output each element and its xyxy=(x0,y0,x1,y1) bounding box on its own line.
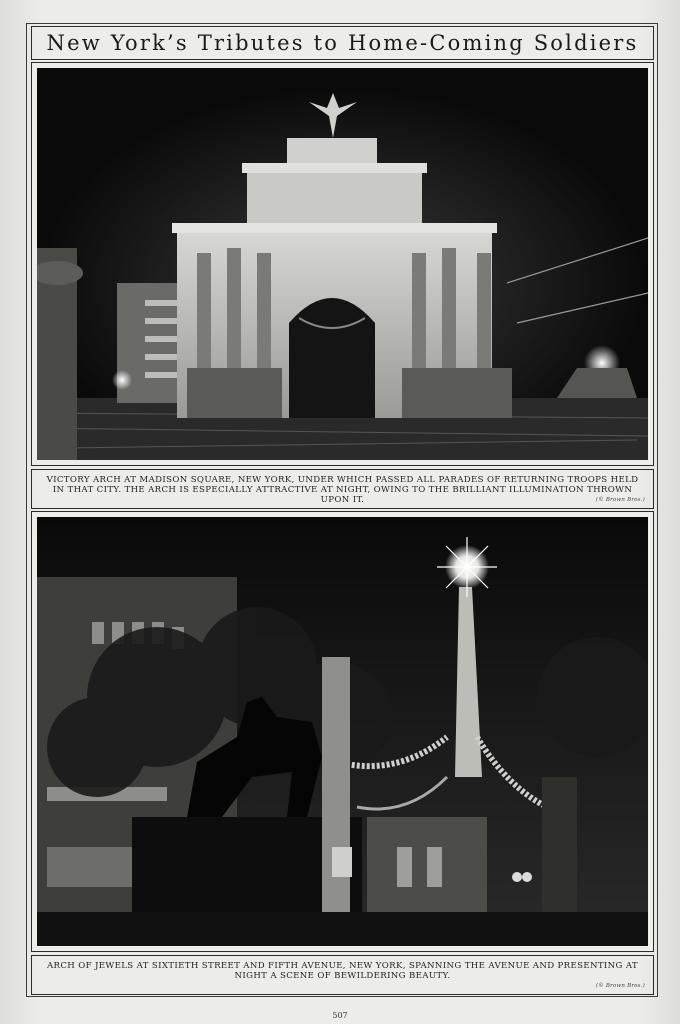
arch-of-jewels-caption-text: ARCH OF JEWELS AT SIXTIETH STREET AND FIFTH AVENUE, NEW YORK, SPANNING THE AVENUE AND PRESENTING AT NIGHT A SCENE OF BEWILDERING BEAUTY. xyxy=(46,961,639,981)
arch-of-jewels-credit: (© Brown Bros.) xyxy=(595,983,645,989)
page-title: New York’s Tributes to Home-Coming Soldiers xyxy=(31,26,654,60)
victory-arch-photo-frame xyxy=(31,62,654,466)
victory-arch-caption-text: VICTORY ARCH AT MADISON SQUARE, NEW YORK, UNDER WHICH PASSED ALL PARADES OF RETURNING TROOPS HELD IN THAT CITY. THE ARCH IS ESPECIALLY ATTRACTIVE AT NIGHT, OWING TO THE BRILLIANT ILLUMINATION THROWN UPON IT. xyxy=(46,475,639,505)
victory-arch-photo xyxy=(37,68,648,460)
arch-of-jewels-caption xyxy=(31,955,654,995)
arch-of-jewels-photo-frame xyxy=(31,511,654,952)
victory-arch-credit: (© Brown Bros.) xyxy=(595,497,645,503)
victory-arch-caption xyxy=(31,469,654,509)
page-number: 507 xyxy=(332,1011,348,1020)
arch-of-jewels-photo xyxy=(37,517,648,946)
